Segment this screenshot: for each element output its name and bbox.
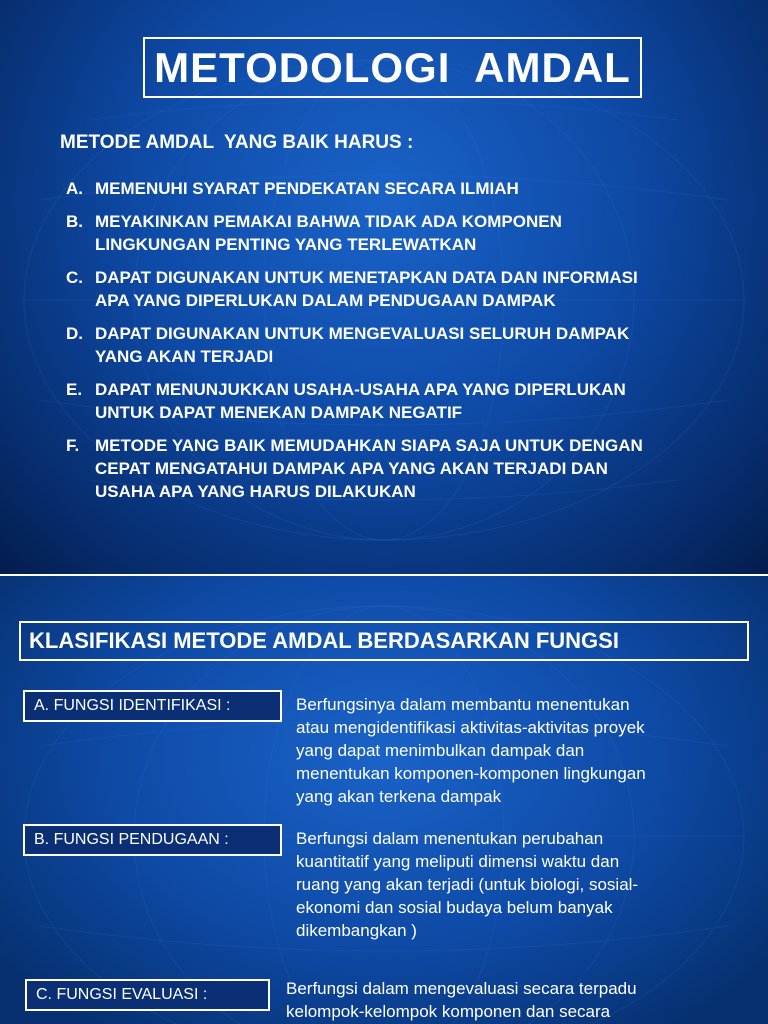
list-item-text: METODE YANG BAIK MEMUDAHKAN SIAPA SAJA UNTUK DENGAN CEPAT MENGATAHUI DAMPAK APA YANG AKAN TERJADI DAN USAHA APA YANG HARUS DILAKUKAN [95, 436, 643, 501]
list-item [66, 378, 746, 424]
function-label-text: A. FUNGSI IDENTIFIKASI : [34, 697, 231, 714]
section-heading-box [19, 621, 749, 661]
list-item [66, 210, 746, 256]
function-description-evaluasi: Berfungsi dalam mengevaluasi secara terpadu kelompok-kelompok komponen dan secara [286, 979, 637, 1021]
list-item-letter: F. [66, 436, 80, 455]
list-item-text: MEMENUHI SYARAT PENDEKATAN SECARA ILMIAH [95, 179, 519, 198]
list-item-text: DAPAT DIGUNAKAN UNTUK MENGEVALUASI SELURUH DAMPAK YANG AKAN TERJADI [95, 324, 630, 366]
section-heading: KLASIFIKASI METODE AMDAL BERDASARKAN FUNGSI [29, 628, 619, 653]
list-item [66, 266, 746, 312]
list-item-text: DAPAT MENUNJUKKAN USAHA-USAHA APA YANG DIPERLUKAN UNTUK DAPAT MENEKAN DAMPAK NEGATIF [95, 380, 626, 422]
list-item-text: MEYAKINKAN PEMAKAI BAHWA TIDAK ADA KOMPONEN LINGKUNGAN PENTING YANG TERLEWATKAN [95, 212, 562, 254]
slide-klasifikasi [0, 576, 768, 1024]
function-description-pendugaan: Berfungsi dalam menentukan perubahan kuantitatif yang meliputi dimensi waktu dan ruang yang akan terjadi (untuk biologi, sosial- ekonomi dan sosial budaya belum banyak dikembangkan ) [296, 829, 639, 940]
list-item-letter: D. [66, 324, 83, 343]
list-item-letter: E. [66, 380, 83, 399]
function-label-text: B. FUNGSI PENDUGAAN : [34, 831, 229, 848]
list-item [66, 322, 746, 368]
page-title: METODOLOGI AMDAL [154, 43, 631, 91]
list-item-text: DAPAT DIGUNAKAN UNTUK MENETAPKAN DATA DAN INFORMASI APA YANG DIPERLUKAN DALAM PENDUGAAN DAMPAK [95, 268, 638, 310]
function-label-text: C. FUNGSI EVALUASI : [36, 986, 208, 1003]
function-label-pendugaan [23, 824, 282, 856]
list-item [66, 434, 746, 503]
criteria-list [66, 177, 746, 513]
list-item-letter: B. [66, 212, 83, 231]
list-item-letter: A. [66, 179, 83, 198]
list-item [66, 177, 746, 200]
function-label-evaluasi [25, 979, 270, 1011]
function-label-identifikasi [23, 690, 282, 722]
function-description-identifikasi: Berfungsinya dalam membantu menentukan atau mengidentifikasi aktivitas-aktivitas proyek yang dapat menimbulkan dampak dan menentukan komponen-komponen lingkungan yang akan terkena dampak [296, 695, 646, 806]
list-item-letter: C. [66, 268, 83, 287]
title-box [143, 37, 642, 98]
subheading: METODE AMDAL YANG BAIK HARUS : [60, 132, 414, 153]
